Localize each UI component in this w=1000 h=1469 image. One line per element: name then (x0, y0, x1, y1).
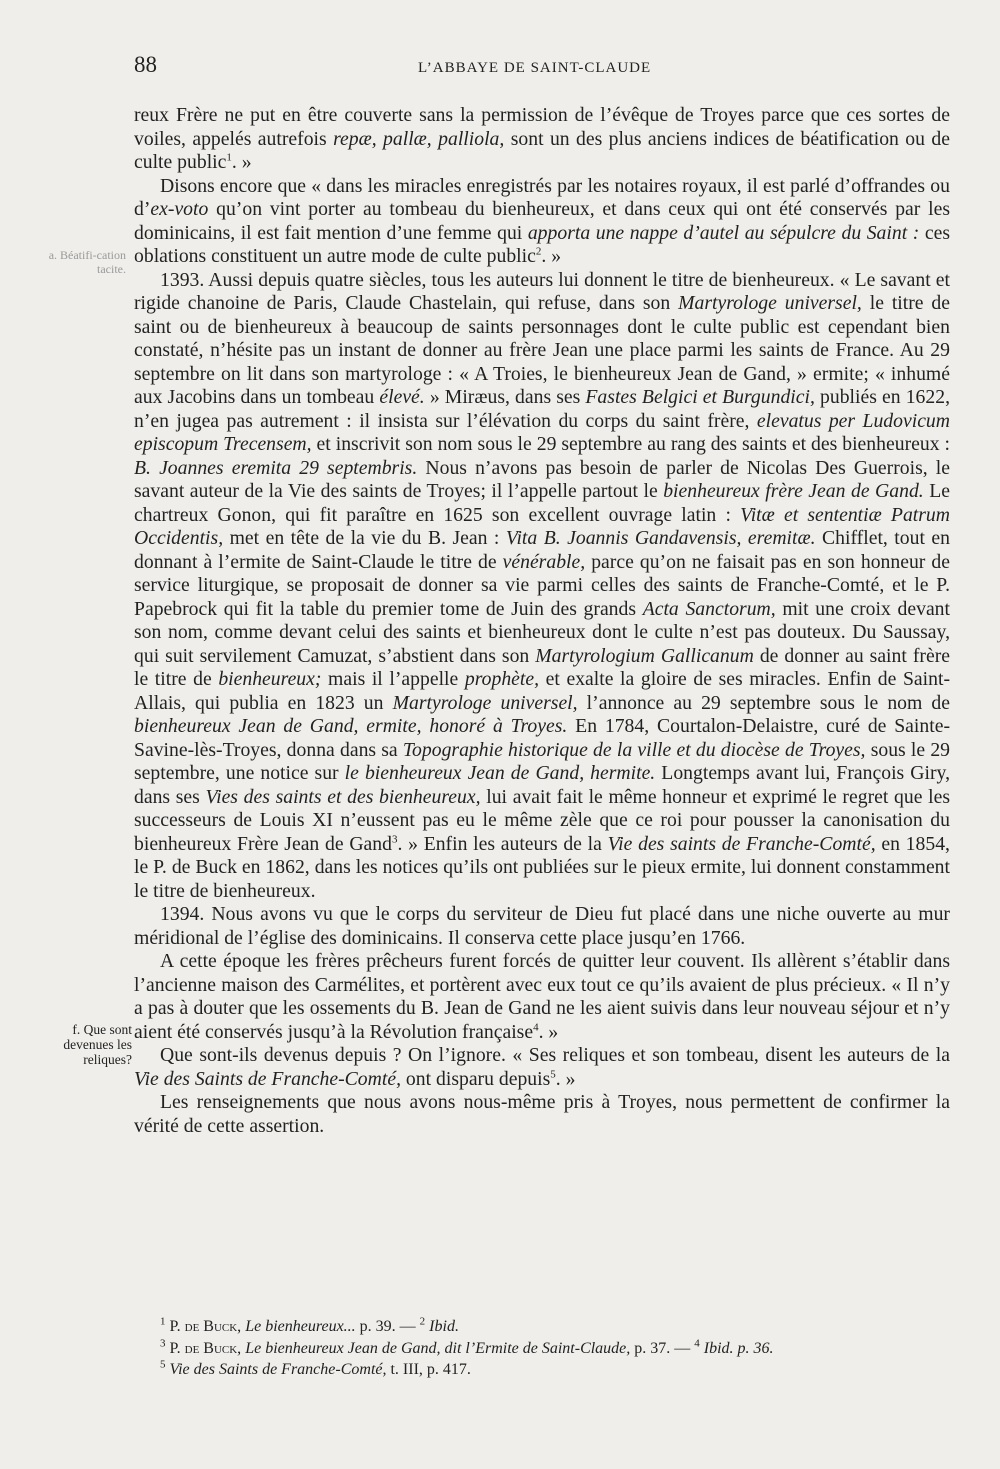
footnote-ref: 2 (535, 245, 542, 258)
footnote-line-1: $^1$ P. de Buck, Le bienheureux... p. 39. — $^2$ Ibid. (160, 1315, 459, 1335)
footnote-line-2: $^3$ P. de Buck, Le bienheureux Jean de Gand, dit l’Ermite de Saint-Claude, p. 37. — $^4$ Ibid. p. 36. (160, 1337, 774, 1357)
paragraph-7: Les renseignements que nous avons nous-même pris à Troyes, nous permettent de confirmer la vérité de cette assertion. (134, 1091, 950, 1137)
running-title: L’ABBAYE DE SAINT-CLAUDE (418, 60, 652, 76)
paragraph-1394: 1394. Nous avons vu que le corps du serviteur de Dieu fut placé dans une niche ouverte au mur méridional de l’église des dominicains. Il conserva cette place jusqu’en 1766. (134, 903, 950, 949)
paragraph-1393: 1393. Aussi depuis quatre siècles, tous les auteurs lui donnent le titre de bienheureux. « Le savant et rigide chanoine de Paris, Claude Chastelain, qui refuse, dans son Martyrologe universel, le titre de saint ou de bienheureux à beaucoup de saints personnages dont le culte public est cependant bien constaté, n’hésite pas un instant de donner au frère Jean une place parmi les saints de France. Au 29 septembre on lit dans son martyrologe : « A Troies, le bienheureux Jean de Gand, » ermite; « inhumé aux Jacobins dans un tombeau élevé. » Miræus, dans ses Fastes Belgici et Burgundici, publiés en 1622, n’en jugea pas autrement : il insista sur l’élévation du corps du saint frère, elevatus per Ludovicum episcopum Trecensem, et inscrivit son nom sous le 29 septembre au rang des saints et des bienheureux : B. Joannes eremita 29 septembris. Nous n’avons pas besoin de parler de Nicolas Des Guerrois, le savant auteur de la Vie des saints de Troyes; il l’appelle partout le bienheureux frère Jean de Gand. Le chartreux Gonon, qui fit paraître en 1625 son excellent ouvrage latin : Vitæ et sententiæ Patrum Occidentis, met en tête de la vie du B. Jean : Vita B. Joannis Gandavensis, eremitæ. Chifflet, tout en donnant à l’ermite de Saint-Claude le titre de vénérable, parce qu’on ne faisait pas en son honneur de service liturgique, se proposait de donner sa vie parmi celles des saints de Franche-Comté, et le P. Papebrock qui fit la table du premier tome de Juin des grands Acta Sanctorum, mit une croix devant son nom, comme devant celui des saints et bienheureux dont le culte n’est pas douteux. Du Saussay, qui suit servilement Camuzat, s’abstient dans son Martyrologium Gallicanum de donner au saint frère le titre de bienheureux; mais il l’appelle prophète, et exalte la gloire de ses miracles. Enfin de Saint-Allais, qui publia en 1823 un Martyrologe universel, l’annonce au 29 septembre sous le nom de bienheureux Jean de Gand, ermite, honoré à Troyes. En 1784, Courtalon-Delaistre, curé de Sainte-Savine-lès-Troyes, donna dans sa Topographie historique de la ville et du diocèse de Troyes, sous le 29 septembre, une notice sur le bienheureux Jean de Gand, hermite. Longtemps avant lui, François Giry, dans ses Vies des saints et des bienheureux, lui avait fait le même honneur et exprimé le regret que les successeurs de Louis XI n’eussent pas eu le même zèle que ce roi pour pousser la canonisation du bienheureux Frère Jean de Gand$^3$. » Enfin les auteurs de la Vie des saints de Franche-Comté, en 1854, le P. de Buck en 1862, dans les notices qu’ils ont publiées sur le pieux ermite, lui donnent constamment le titre de bienheureux. (134, 268, 951, 902)
footnote-ref: 4 (533, 1020, 539, 1033)
paragraph-5: A cette époque les frères prêcheurs furent forcés de quitter leur couvent. Ils allèrent s’établir dans l’ancienne maison des Carmélites, et portèrent avec eux tout ce qu’ils avaient de plus précieux. « Il n’y a pas à douter que les ossements du B. Jean de Gand ne les aient suivis dans leur nouveau séjour et n’y aient été conservés jusqu’à la Révolution française$^4$. » (134, 950, 950, 1043)
main-text (134, 104, 950, 1138)
footnote-line-3: $^5$ Vie des Saints de Franche-Comté, t. III, p. 417. (160, 1358, 471, 1378)
footnote-ref: 3 (391, 832, 398, 845)
paragraph-1: reux Frère ne put en être couverte sans la permission de l’évêque de Troyes parce que ces sortes de voiles, appelés autrefois repæ, pallæ, palliola, sont un des plus anciens indices de béatification ou de culte public$^1$. » (134, 104, 950, 173)
page-number: 88 (134, 52, 157, 77)
footnote-ref: 1 (226, 151, 232, 164)
margin-note-faded: a. Béatifi-cation tacite. (48, 248, 126, 276)
margin-note-reliques: f. Que sont devenues les reliques? (63, 1022, 132, 1067)
footnotes (160, 1316, 960, 1381)
paragraph-6: Que sont-ils devenus depuis ? On l’ignore. « Ses reliques et son tombeau, disent les auteurs de la Vie des Saints de Franche-Comté, ont disparu depuis$^5$. » (134, 1044, 950, 1090)
paragraph-2: Disons encore que « dans les miracles enregistrés par les notaires royaux, il est parlé d’offrandes ou d’ex-voto qu’on vint porter au tombeau du bienheureux, et dans ceux qui ont été conservés par les dominicains, il est fait mention d’une femme qui apporta une nappe d’autel au sépulcre du Saint : ces oblations constituent un autre mode de culte public$^2$. » (134, 174, 951, 267)
footnote-ref: 5 (550, 1067, 556, 1080)
